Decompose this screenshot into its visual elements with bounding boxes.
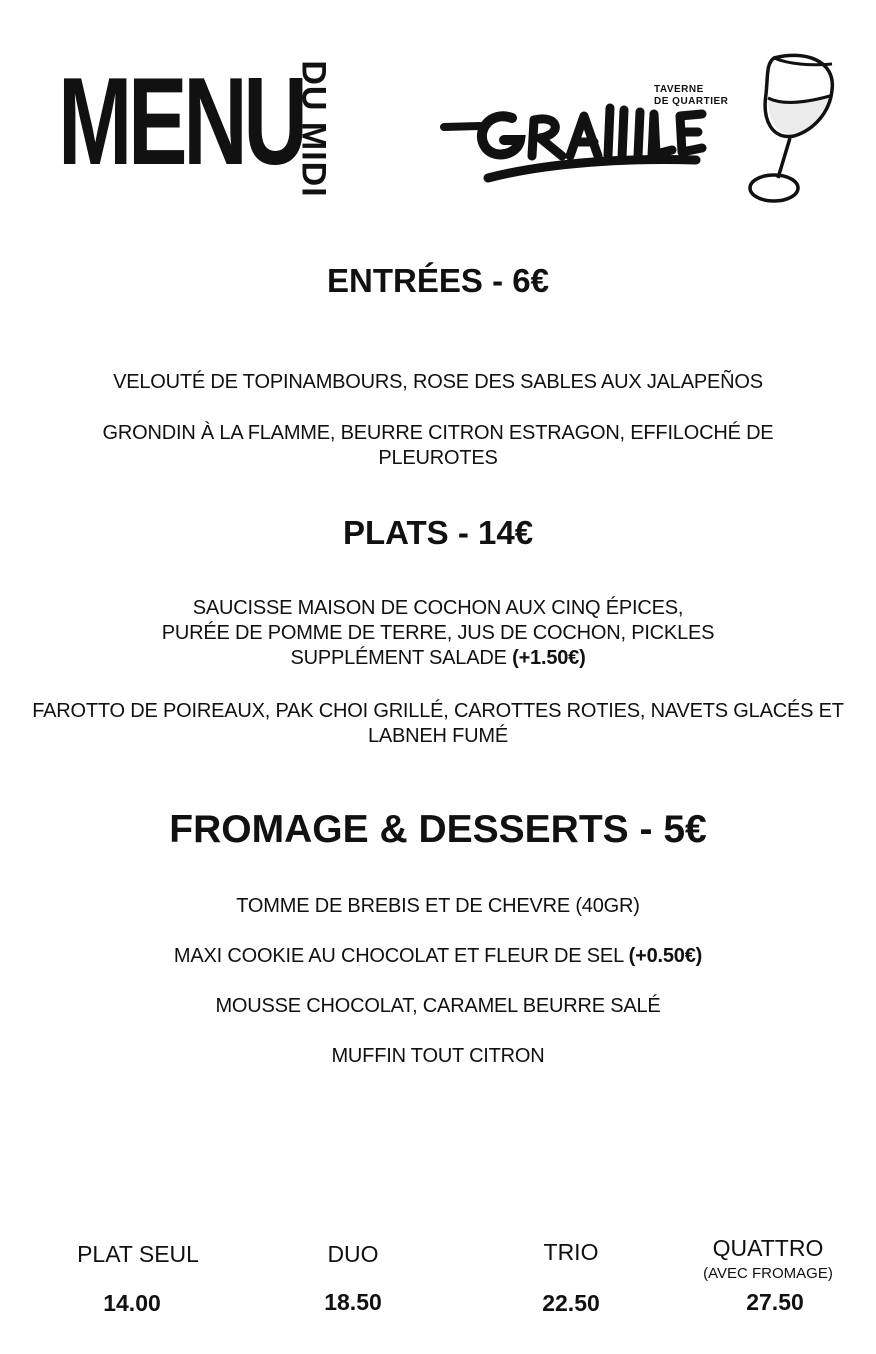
- formula-price: 22.50: [542, 1290, 600, 1316]
- dessert-item-text: TOMME DE BREBIS ET DE CHEVRE (40GR): [236, 895, 640, 917]
- formula-price: 27.50: [746, 1289, 804, 1315]
- entrees-title: ENTRÉES - 6€: [327, 262, 549, 299]
- desserts-title: FROMAGE & DESSERTS - 5€: [169, 808, 707, 851]
- plat-item-line: [0, 646, 876, 671]
- dessert-item: [0, 944, 876, 969]
- plat-item: [0, 596, 876, 671]
- wine-glass-icon: [744, 50, 839, 206]
- dessert-item: [0, 994, 876, 1019]
- formula-price: 14.00: [103, 1290, 161, 1316]
- dessert-item-supplement-price: (+0.50€): [628, 945, 703, 967]
- menu-subtitle-text: DU MIDI: [294, 60, 333, 198]
- menu-subtitle: [293, 60, 333, 198]
- formula-name: QUATTRO: [712, 1235, 824, 1261]
- dessert-item-text: MAXI COOKIE AU CHOCOLAT ET FLEUR DE SEL: [173, 945, 624, 967]
- formula-name: PLAT SEUL: [77, 1241, 199, 1267]
- dessert-item: [0, 894, 876, 919]
- formula-price: 18.50: [324, 1289, 382, 1315]
- dessert-item-text: MUFFIN TOUT CITRON: [331, 1045, 545, 1067]
- graille-logo: [440, 70, 740, 190]
- plat-item-line: LABNEH FUMÉ: [367, 725, 509, 747]
- logo-tagline-line1: TAVERNE: [654, 84, 704, 95]
- entree-item-line: VELOUTÉ DE TOPINAMBOURS, ROSE DES SABLES AUX JALAPEÑOS: [113, 371, 763, 393]
- menu-title: MENU: [58, 53, 304, 191]
- entree-item-line: GRONDIN À LA FLAMME, BEURRE CITRON ESTRAGON, EFFILOCHÉ DE: [102, 422, 774, 444]
- plat-item-supplement-price: (+1.50€): [512, 647, 586, 669]
- entree-item: [0, 421, 876, 471]
- dessert-item: [0, 1044, 876, 1069]
- dessert-item-text: MOUSSE CHOCOLAT, CARAMEL BEURRE SALÉ: [215, 995, 661, 1017]
- logo-tagline-line2: DE QUARTIER: [654, 96, 729, 107]
- formula-name: DUO: [327, 1241, 379, 1267]
- plat-item-supplement: SUPPLÉMENT SALADE: [290, 647, 507, 669]
- plat-item-line: PURÉE DE POMME DE TERRE, JUS DE COCHON, PICKLES: [161, 622, 715, 644]
- plats-title: PLATS - 14€: [342, 514, 534, 551]
- formula-note: (AVEC FROMAGE): [703, 1265, 833, 1282]
- logo-tagline: [654, 84, 728, 108]
- plat-item: [0, 699, 876, 749]
- entree-item-line: PLEUROTES: [378, 447, 498, 469]
- formula-name: TRIO: [543, 1239, 599, 1265]
- entree-item: [0, 370, 876, 395]
- plat-item-line: FAROTTO DE POIREAUX, PAK CHOI GRILLÉ, CAROTTES ROTIES, NAVETS GLACÉS ET: [32, 700, 844, 722]
- plat-item-line: SAUCISSE MAISON DE COCHON AUX CINQ ÉPICES,: [192, 597, 684, 619]
